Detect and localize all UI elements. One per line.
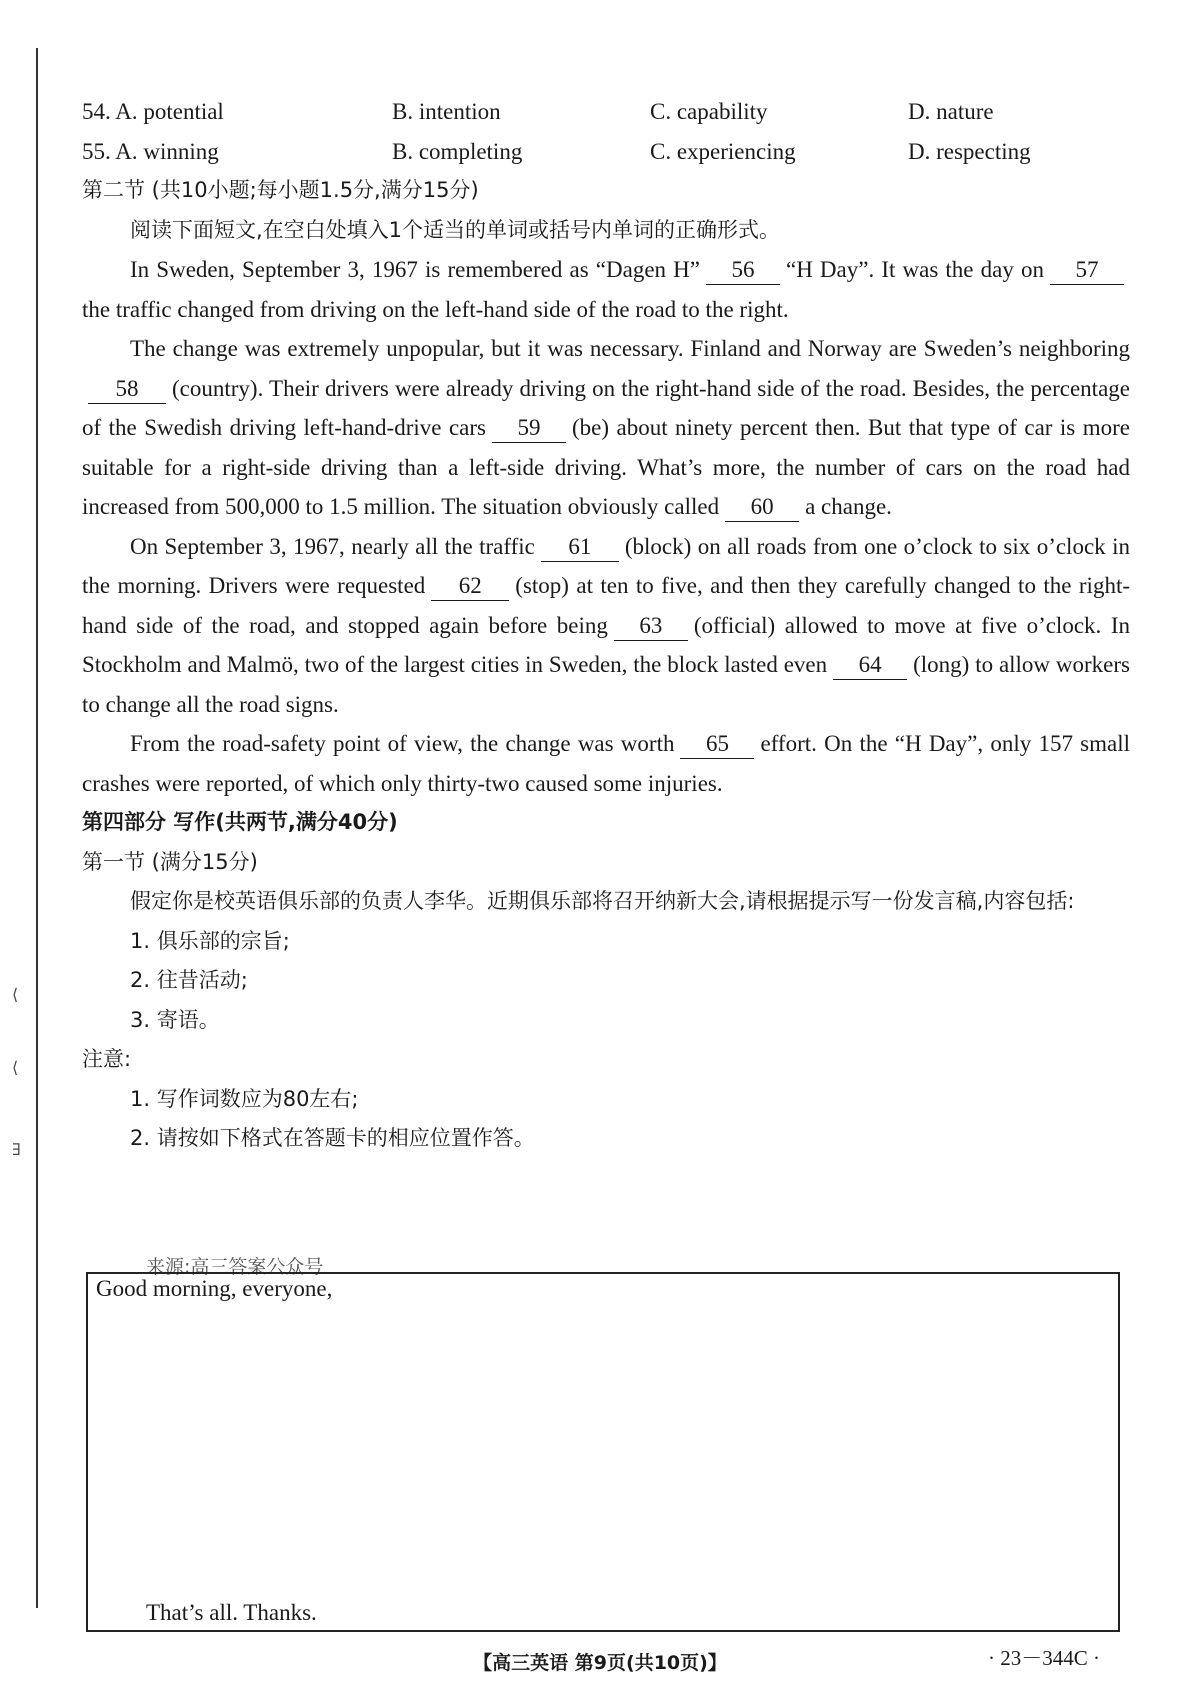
page-footer: 【高三英语 第9页(共10页)】 bbox=[473, 1652, 727, 1674]
margin-mark: ∃ bbox=[12, 1142, 21, 1159]
passage-text: “H Day”. It was the day on bbox=[785, 257, 1044, 282]
margin-mark: ⟨ bbox=[12, 987, 19, 1004]
writing-point-3: 3. 寄语。 bbox=[130, 1007, 220, 1032]
blank-59[interactable]: 59 bbox=[492, 414, 566, 443]
passage-text: (official) allowed to move at five o’clock. In Stockholm and Malmö, two of the largest cities in Sweden, the block lasted even bbox=[82, 612, 1130, 677]
option-row-55 bbox=[82, 132, 1130, 172]
passage-text: the traffic changed from driving on the left-hand side of the road to the right. bbox=[82, 296, 789, 322]
passage-text: effort. On the “H Day”, only 157 small crashes were reported, of which only thirty-two caused some injuries. bbox=[82, 731, 1130, 796]
option-row-54 bbox=[82, 92, 1130, 132]
option-55-b: B. completing bbox=[392, 138, 523, 164]
passage-paragraph-2 bbox=[82, 329, 1130, 527]
option-54-a: 54. A. potential bbox=[82, 99, 224, 124]
passage-text: a change. bbox=[805, 494, 892, 519]
passage-text: (block) on all roads from one o’clock to six o’clock in the morning. Drivers were requested bbox=[82, 533, 1130, 598]
blank-57[interactable]: 57 bbox=[1050, 256, 1124, 285]
option-55-a: 55. A. winning bbox=[82, 138, 219, 164]
blank-64[interactable]: 64 bbox=[833, 651, 907, 680]
passage-text: In Sweden, September 3, 1967 is remembered as “Dagen H” bbox=[130, 257, 700, 282]
passage-paragraph-1 bbox=[82, 250, 1130, 329]
passage-text: From the road-safety point of view, the change was worth bbox=[130, 731, 675, 756]
answer-greeting: Good morning, everyone, bbox=[96, 1276, 333, 1301]
writing-point-1: 1. 俱乐部的宗旨; bbox=[130, 928, 290, 953]
passage-text: (be) about ninety percent then. But that type of car is more suitable for a right-side driving than a left-side driving. What’s more, the number of cars on the road had increased from 500,000 to 1.5 million. The situation obviously called bbox=[82, 415, 1130, 519]
answer-box[interactable] bbox=[86, 1272, 1120, 1632]
note-1: 1. 写作词数应为80左右; bbox=[130, 1086, 359, 1111]
option-55-d: D. respecting bbox=[908, 138, 1031, 164]
option-54-b: B. intention bbox=[392, 99, 501, 124]
section-2-instruction: 阅读下面短文,在空白处填入1个适当的单词或括号内单词的正确形式。 bbox=[130, 217, 781, 242]
option-54-c: C. capability bbox=[650, 99, 768, 124]
section-2-heading: 第二节 (共10小题;每小题1.5分,满分15分) bbox=[82, 178, 479, 202]
blank-62[interactable]: 62 bbox=[431, 572, 509, 601]
passage-text: (country). Their drivers were already driving on the right-hand side of the road. Besides, the percentage of the Swedish driving left-hand-drive cars bbox=[82, 375, 1130, 440]
blank-61[interactable]: 61 bbox=[541, 533, 619, 562]
blank-56[interactable]: 56 bbox=[706, 256, 780, 285]
watermark-source: 来源:高三答案公众号 bbox=[146, 1256, 324, 1278]
answer-closing: That’s all. Thanks. bbox=[146, 1600, 317, 1625]
blank-63[interactable]: 63 bbox=[614, 612, 688, 641]
part-4-section-1-heading: 第一节 (满分15分) bbox=[82, 849, 258, 874]
exam-code: · 23－344C · bbox=[988, 1646, 1100, 1670]
part-4-heading: 第四部分 写作(共两节,满分40分) bbox=[82, 810, 398, 834]
option-55-c: C. experiencing bbox=[650, 138, 796, 164]
note-label: 注意: bbox=[82, 1047, 132, 1071]
blank-58[interactable]: 58 bbox=[88, 375, 166, 404]
passage-text: (stop) at ten to five, and then they carefully changed to the right-hand side of the road, and stopped again before being bbox=[82, 573, 1130, 638]
writing-point-2: 2. 往昔活动; bbox=[130, 968, 248, 992]
blank-60[interactable]: 60 bbox=[725, 493, 799, 522]
binding-margin-line bbox=[36, 48, 38, 1608]
note-2: 2. 请按如下格式在答题卡的相应位置作答。 bbox=[130, 1126, 535, 1150]
passage-paragraph-3 bbox=[82, 527, 1130, 725]
exam-page bbox=[82, 92, 1130, 1159]
writing-prompt: 假定你是校英语俱乐部的负责人李华。近期俱乐部将召开纳新大会,请根据提示写一份发言稿,内容包括: bbox=[130, 889, 1075, 913]
passage-text: On September 3, 1967, nearly all the traffic bbox=[130, 533, 535, 559]
blank-65[interactable]: 65 bbox=[680, 730, 754, 759]
passage-text: The change was extremely unpopular, but it was necessary. Finland and Norway are Sweden’s neighboring bbox=[130, 336, 1130, 361]
passage-paragraph-4 bbox=[82, 724, 1130, 803]
option-54-d: D. nature bbox=[908, 99, 994, 124]
passage-text: (long) to allow workers to change all the road signs. bbox=[82, 652, 1130, 717]
margin-mark: ⟨ bbox=[12, 1060, 19, 1077]
